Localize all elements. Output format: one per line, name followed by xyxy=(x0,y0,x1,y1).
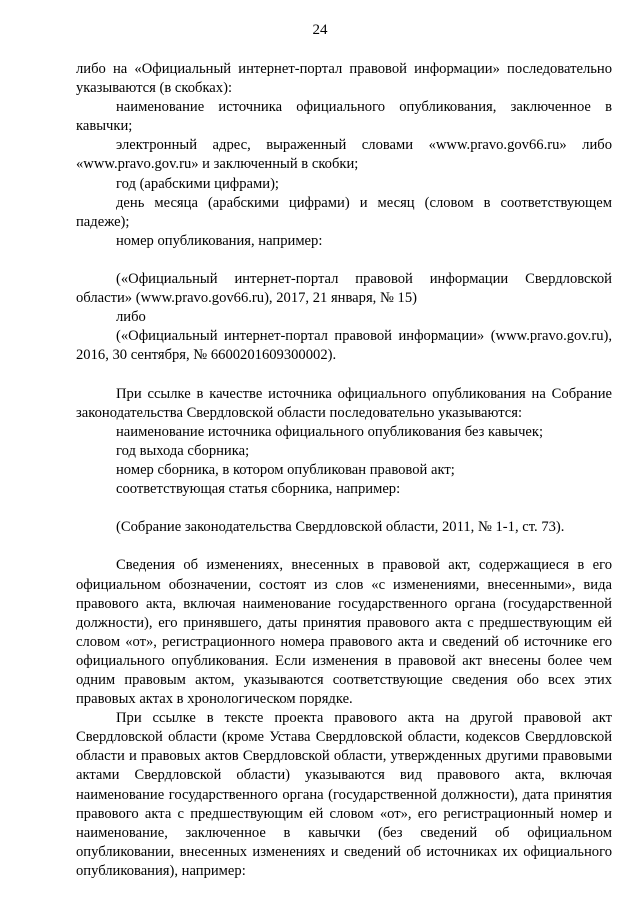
list-item-collection-article: соответствующая статья сборника, например: xyxy=(116,481,401,498)
paragraph-collection-intro: При ссылке в качестве источника официального опубликования на Собрание законодательства Свердловской области последовательно указываются: xyxy=(76,385,612,421)
paragraph-official-portal-intro: либо на «Официальный интернет-портал правовой информации» последовательно указываются (в скобках): xyxy=(76,61,612,97)
list-item-day-month: день месяца (арабскими цифрами) и месяц (словом в соответствующем падеже); xyxy=(76,194,612,230)
page-number: 24 xyxy=(312,22,328,38)
paragraph-reference-other-act: При ссылке в тексте проекта правового акта на другой правовой акт Свердловской области (кроме Устава Свердловской области, кодексов Свердловской области и правовых актов Свердловской области, утвержденных другими правовыми актами Свердловской области) указываются вид правового акта, включая наименование государственного органа (государственной должности), дата принятия правового акта с предшествующим ей словом «от», его регистрационный номер и наименование, заключенное в кавычки (без сведений об официальном опубликовании, внесенных изменениях и сведений об источниках их официального опубликования), например: xyxy=(76,710,612,879)
list-item-collection-year: год выхода сборника; xyxy=(116,442,250,459)
paragraph-amendments: Сведения об изменениях, внесенных в правовой акт, содержащиеся в его официальном обозначении, состоят из слов «с изменениями, внесенными», вида правового акта, включая наименование государственного органа (государственной должности), его принявшего, даты принятия правового акта с предшествующим ей словом «от», регистрационного номера правового акта и сведений об источнике его официального опубликования. Если изменения в правовой акт внесены более чем одним правовым актом, указываются соответствующие сведения обо всех этих правовых актах в хронологическом порядке. xyxy=(76,557,612,708)
spacer xyxy=(76,499,612,518)
list-item-collection-name: наименование источника официального опубликования без кавычек; xyxy=(116,423,544,440)
document-body xyxy=(76,60,612,881)
list-item-source-name: наименование источника официального опубликования, заключенное в кавычки; xyxy=(76,99,612,135)
list-item-year: год (арабскими цифрами); xyxy=(116,175,279,192)
list-item-electronic-address: электронный адрес, выраженный словами «www.pravo.gov66.ru» либо «www.pravo.gov.ru» и заключенный в скобки; xyxy=(76,137,612,173)
spacer xyxy=(76,366,612,385)
example-collection: (Собрание законодательства Свердловской области, 2011, № 1-1, ст. 73). xyxy=(116,519,565,536)
spacer xyxy=(76,537,612,556)
example-or: либо xyxy=(116,309,146,326)
example-regional-portal: («Официальный интернет-портал правовой информации Свердловской области» (www.pravo.gov66.ru), 2017, 21 января, № 15) xyxy=(76,271,612,307)
example-federal-portal: («Официальный интернет-портал правовой информации» (www.pravo.gov.ru), 2016, 30 сентября, № 6600201609300002). xyxy=(76,328,612,364)
spacer xyxy=(76,251,612,270)
list-item-publication-number: номер опубликования, например: xyxy=(116,232,323,249)
list-item-collection-number: номер сборника, в котором опубликован правовой акт; xyxy=(116,461,455,478)
